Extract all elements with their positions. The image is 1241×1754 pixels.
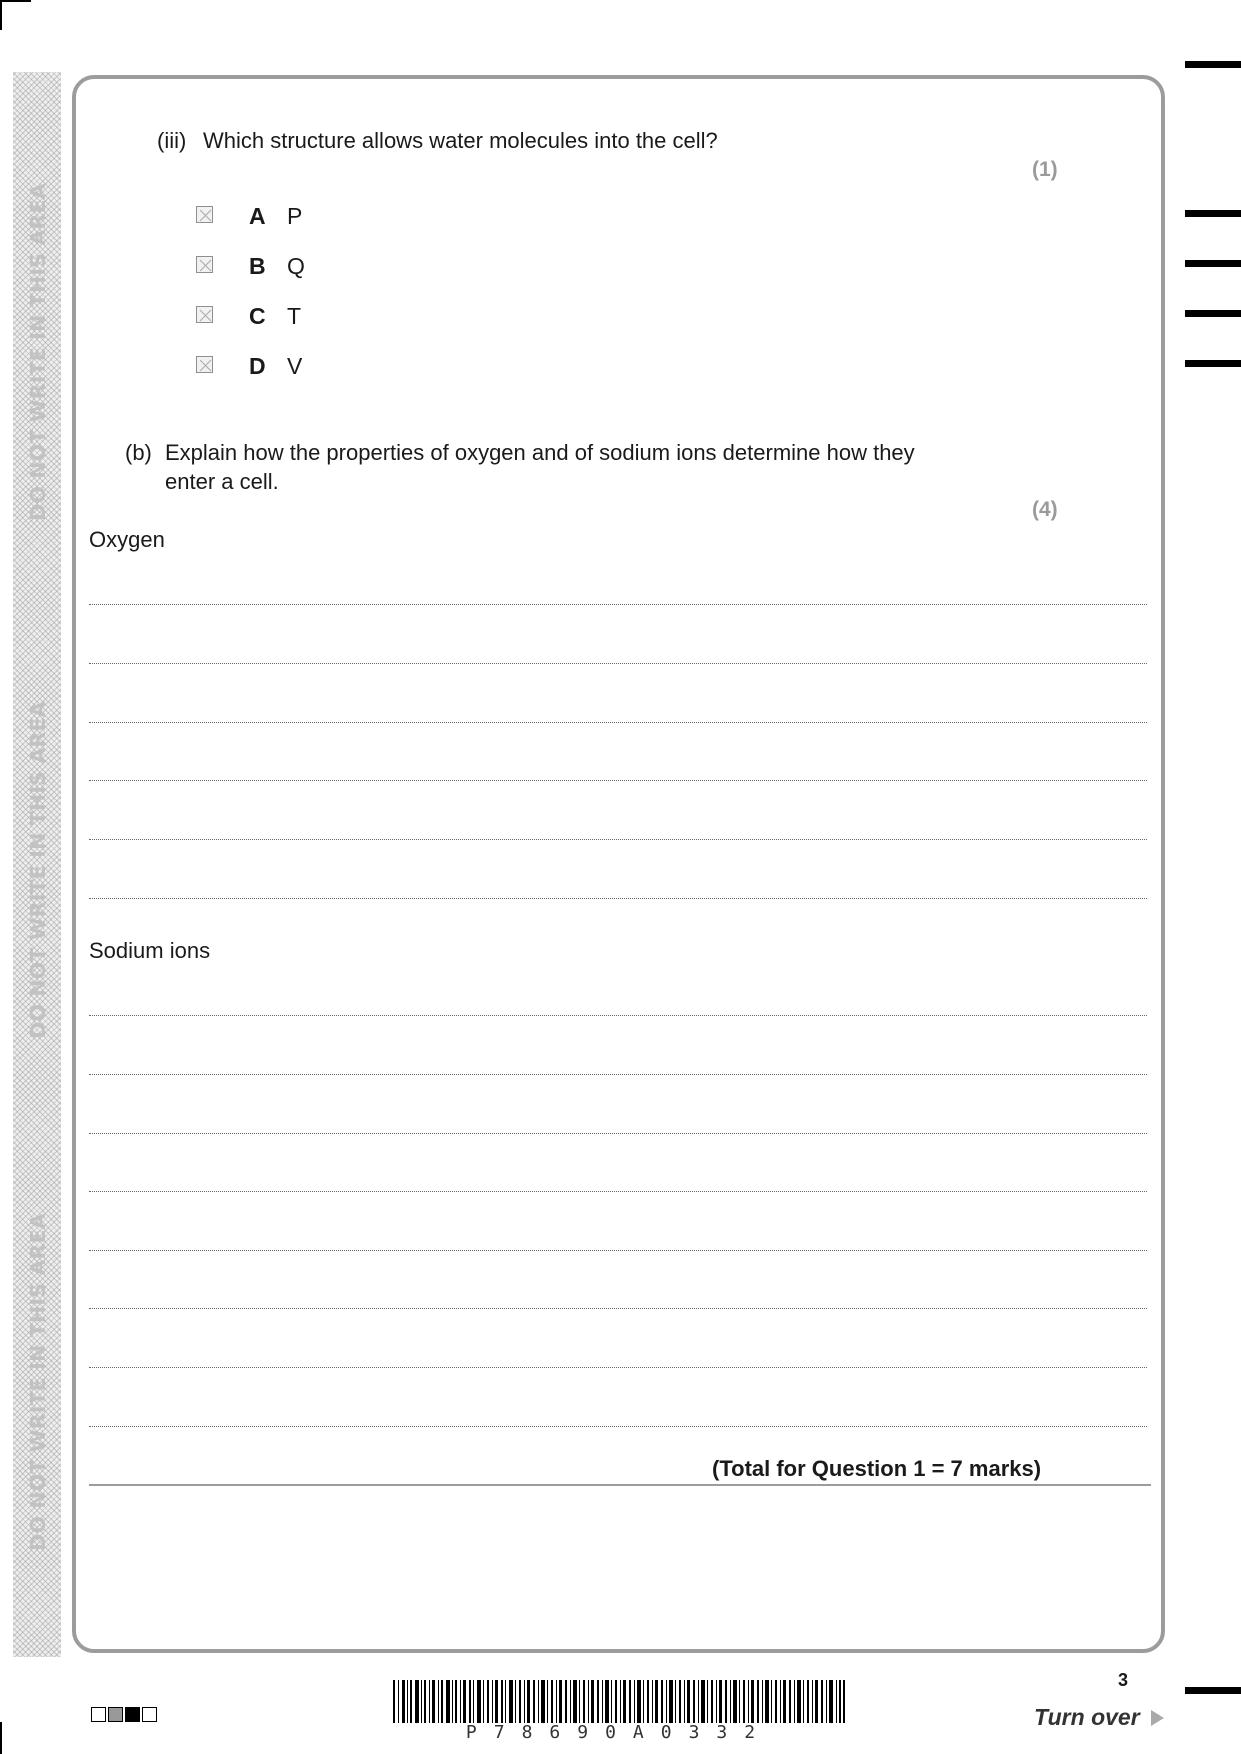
barcode [393,1680,845,1723]
question-iii-number: (iii) [157,128,187,153]
answer-line[interactable] [89,839,1147,840]
registration-mark [1185,360,1241,367]
sodium-ions-label: Sodium ions [89,938,211,963]
option-c-letter: C [249,303,266,329]
marker-box [91,1707,106,1722]
question-iii-text: Which structure allows water molecules into the cell? [203,128,718,153]
answer-line[interactable] [89,898,1147,899]
checkbox-c[interactable] [196,306,213,323]
question-b-text-line1: Explain how the properties of oxygen and of sodium ions determine how they [165,440,915,465]
option-a-letter: A [249,203,266,229]
question-b-text-line2: enter a cell. [165,469,279,494]
answer-line[interactable] [89,1250,1147,1251]
crop-mark-bottom-left [0,1722,2,1754]
registration-mark [1185,1687,1241,1694]
answer-frame [72,75,1165,1653]
page-number: 3 [1118,1670,1129,1690]
answer-line[interactable] [89,1426,1147,1427]
registration-mark [1185,61,1241,68]
checkbox-a[interactable] [196,206,213,223]
question-iii-marks: (1) [1032,158,1058,181]
answer-line[interactable] [89,1367,1147,1368]
do-not-write-label-top: DO NOT WRITE IN THIS AREA [26,183,50,521]
barcode-number: P78690A0332 [465,1722,773,1743]
checkbox-d[interactable] [196,356,213,373]
marker-box [108,1707,123,1722]
registration-mark [1185,210,1241,217]
turn-over-label: Turn over [1034,1704,1140,1730]
answer-line[interactable] [89,1191,1147,1192]
checkbox-b[interactable] [196,256,213,273]
total-rule [89,1484,1151,1486]
question-b-number: (b) [125,440,152,465]
option-b-letter: B [249,253,266,279]
answer-line[interactable] [89,1308,1147,1309]
answer-line[interactable] [89,1015,1147,1016]
answer-line[interactable] [89,722,1147,723]
answer-line[interactable] [89,1074,1147,1075]
oxygen-label: Oxygen [89,527,165,552]
answer-line[interactable] [89,663,1147,664]
option-c-text: T [287,303,302,329]
option-a-text: P [287,203,303,229]
answer-line[interactable] [89,604,1147,605]
registration-mark [1185,260,1241,267]
option-d-text: V [287,353,303,379]
crop-mark-top-left-v [0,0,2,30]
do-not-write-label-middle: DO NOT WRITE IN THIS AREA [26,701,50,1039]
page-marker-boxes [91,1707,157,1722]
answer-line[interactable] [89,780,1147,781]
crop-mark-top-left-h [0,0,31,2]
marker-box [142,1707,157,1722]
total-marks: (Total for Question 1 = 7 marks) [712,1456,1042,1481]
question-b-marks: (4) [1032,498,1058,521]
option-b-text: Q [287,253,305,279]
option-d-letter: D [249,353,266,379]
do-not-write-label-bottom: DO NOT WRITE IN THIS AREA [26,1213,50,1551]
turn-over-arrow-icon [1151,1710,1164,1726]
marker-box [125,1707,140,1722]
answer-line[interactable] [89,1133,1147,1134]
registration-mark [1185,310,1241,317]
